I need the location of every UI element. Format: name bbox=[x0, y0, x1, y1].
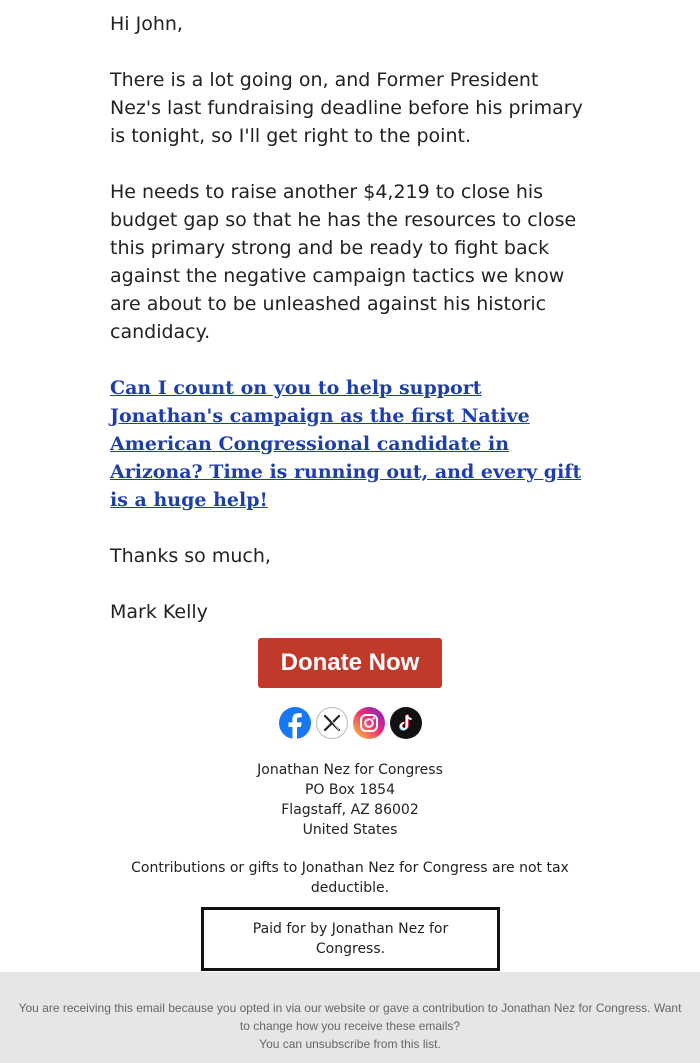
signature: Mark Kelly bbox=[110, 601, 208, 623]
mailing-address bbox=[0, 760, 700, 840]
subscription-footer bbox=[0, 972, 700, 1063]
donate-now-button[interactable]: Donate Now bbox=[258, 638, 442, 688]
email-body bbox=[110, 10, 590, 626]
paid-for-text: Paid for by Jonathan Nez for Congress. bbox=[252, 921, 449, 957]
subscription-notice: You are receiving this email because you opted in via our website or gave a contribution to Jonathan Nez for Congress. Want to change how you receive these emails? bbox=[18, 1001, 682, 1033]
social-links bbox=[0, 707, 700, 739]
signoff: Thanks so much, bbox=[110, 545, 271, 567]
tax-disclaimer: Contributions or gifts to Jonathan Nez for Congress are not tax deductible. bbox=[131, 860, 569, 896]
paid-for-box bbox=[201, 907, 500, 971]
paragraph-budget: He needs to raise another $4,219 to close his budget gap so that he has the resources to close this primary strong and be ready to fight back against the negative campaign tactics we know are about to be unleashed against his historic candidacy. bbox=[110, 181, 577, 343]
address-line2: Flagstaff, AZ 86002 bbox=[281, 802, 419, 818]
address-country: United States bbox=[302, 822, 398, 838]
address-line1: PO Box 1854 bbox=[304, 782, 395, 798]
greeting: Hi John, bbox=[110, 13, 183, 35]
donate-cta-link[interactable]: Can I count on you to help support Jonathan's campaign as the first Native American Congressional candidate in Arizona? Time is running out, and every gift is a huge help! bbox=[110, 377, 582, 511]
unsubscribe-link[interactable]: You can unsubscribe from this list. bbox=[259, 1037, 441, 1051]
donate-button-wrap bbox=[0, 638, 700, 688]
instagram-icon[interactable] bbox=[353, 707, 385, 739]
facebook-icon[interactable] bbox=[279, 707, 311, 739]
org-name: Jonathan Nez for Congress bbox=[257, 762, 443, 778]
x-icon[interactable] bbox=[316, 707, 348, 739]
tiktok-icon[interactable] bbox=[390, 707, 422, 739]
paragraph-deadline: There is a lot going on, and Former President Nez's last fundraising deadline before his primary is tonight, so I'll get right to the point. bbox=[110, 69, 583, 147]
